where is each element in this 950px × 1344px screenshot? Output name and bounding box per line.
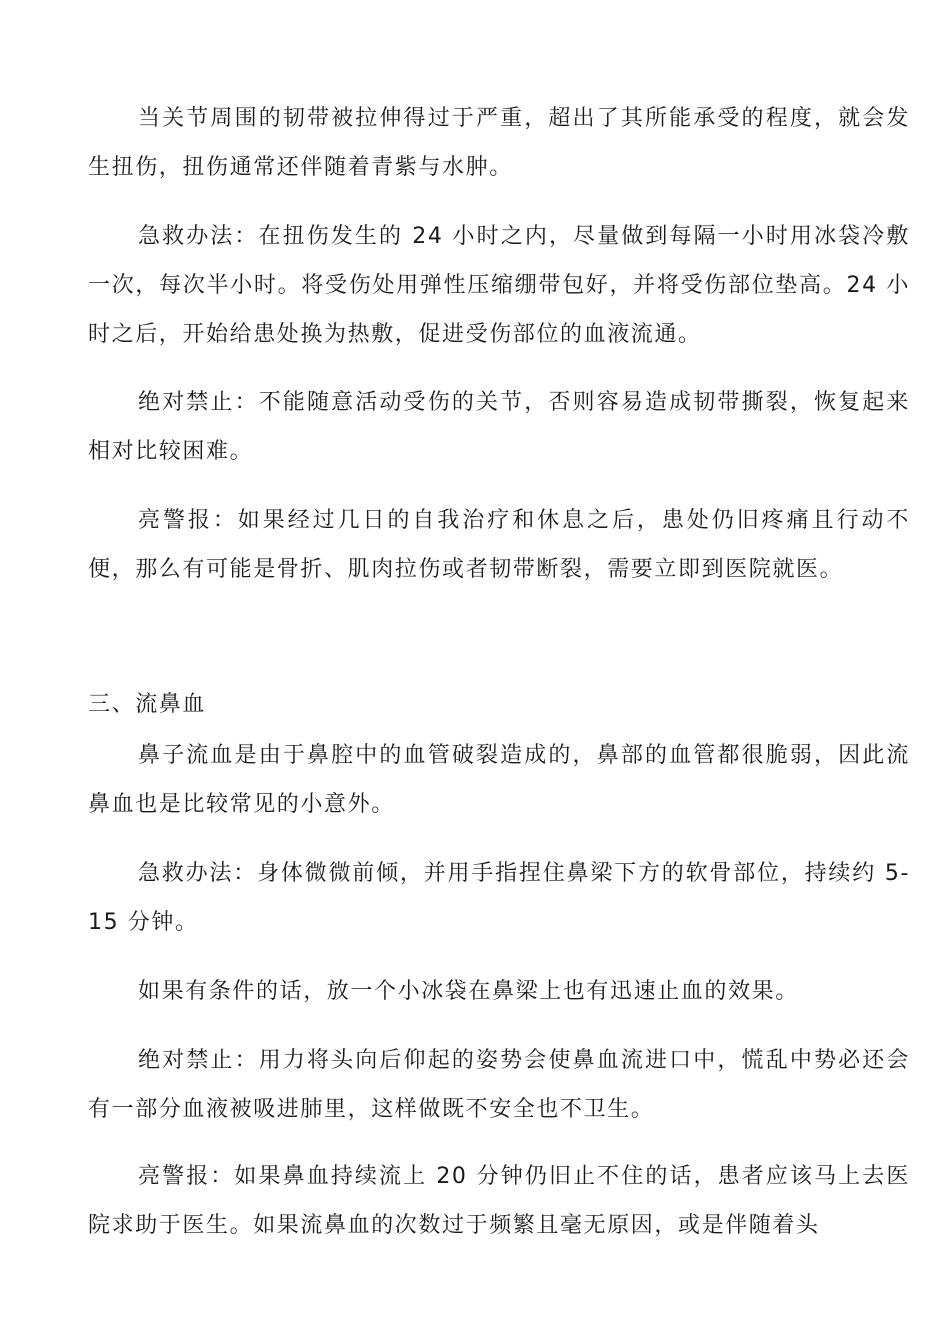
nosebleed-alert-paragraph: 亮警报：如果鼻血持续流上 20 分钟仍旧止不住的话，患者应该马上去医院求助于医生。如果流鼻血的次数过于频繁且毫无原因，或是伴随着头 [88, 1164, 910, 1238]
sprain-intro-paragraph: 当关节周围的韧带被拉伸得过于严重，超出了其所能承受的程度，就会发生扭伤，扭伤通常还伴随着青紫与水肿。 [88, 106, 910, 180]
nosebleed-intro-paragraph: 鼻子流血是由于鼻腔中的血管破裂造成的，鼻部的血管都很脆弱，因此流鼻血也是比较常见的小意外。 [88, 743, 910, 817]
sprain-prohibited-paragraph: 绝对禁止：不能随意活动受伤的关节，否则容易造成韧带撕裂，恢复起来相对比较困难。 [88, 390, 910, 464]
sprain-alert-paragraph: 亮警报：如果经过几日的自我治疗和休息之后，患处仍旧疼痛且行动不便，那么有可能是骨折、肌肉拉伤或者韧带断裂，需要立即到医院就医。 [88, 508, 910, 582]
nosebleed-ice-tip-paragraph: 如果有条件的话，放一个小冰袋在鼻梁上也有迅速止血的效果。 [138, 979, 799, 1004]
sprain-first-aid-paragraph: 急救办法：在扭伤发生的 24 小时之内，尽量做到每隔一小时用冰袋冷敷一次，每次半小时。将受伤处用弹性压缩绷带包好，并将受伤部位垫高。24 小时之后，开始给患处换为热敷，促进受伤部位的血液流通。 [88, 224, 910, 347]
nosebleed-prohibited-paragraph: 绝对禁止：用力将头向后仰起的姿势会使鼻血流进口中，慌乱中势必还会有一部分血液被吸进肺里，这样做既不安全也不卫生。 [88, 1048, 910, 1122]
nosebleed-first-aid-paragraph: 急救办法：身体微微前倾，并用手指捏住鼻梁下方的软骨部位，持续约 5-15 分钟。 [88, 861, 910, 935]
nosebleed-section-heading: 三、流鼻血 [88, 692, 207, 717]
